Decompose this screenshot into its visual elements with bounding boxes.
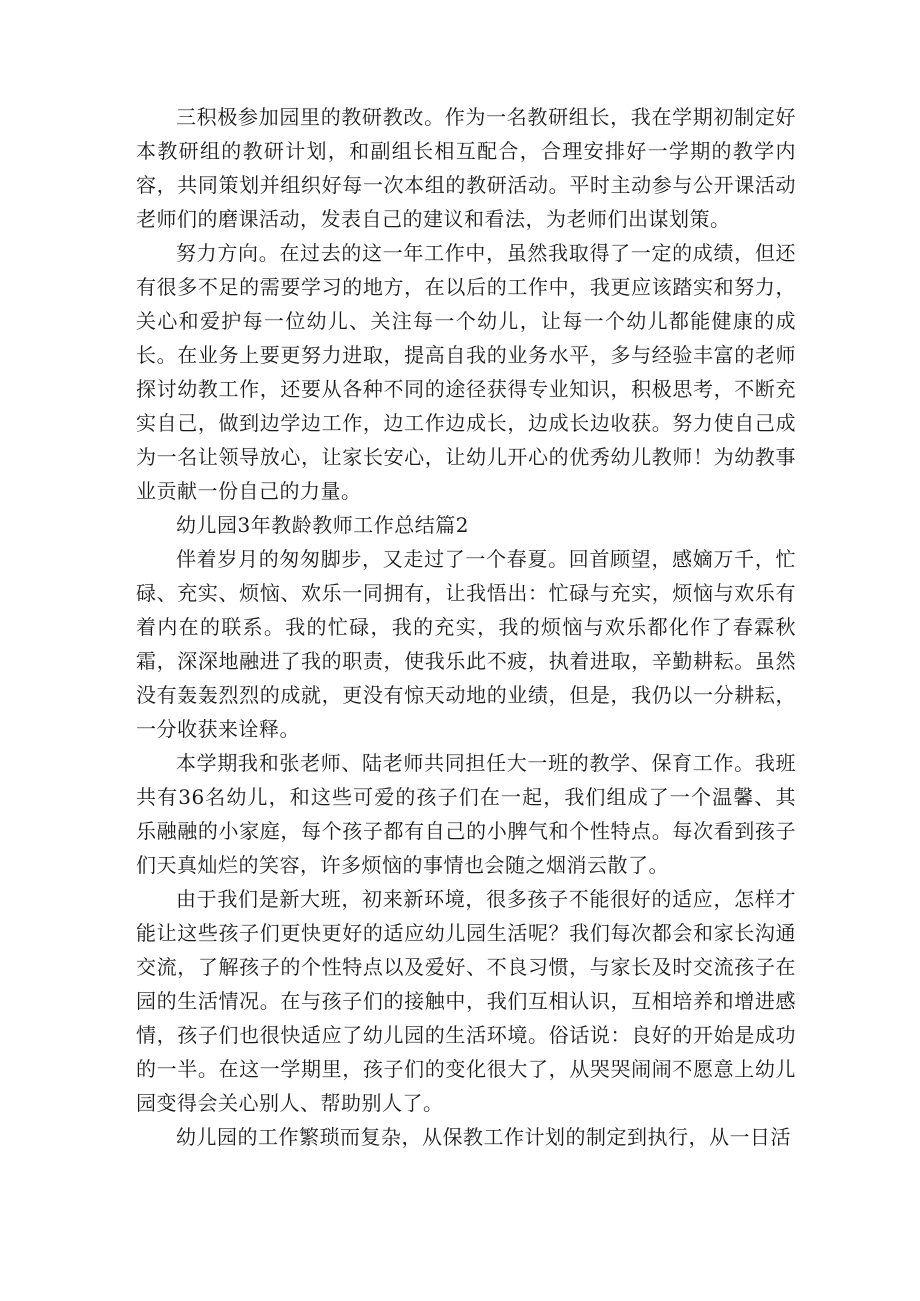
paragraph-work-complexity: 幼儿园的工作繁琐而复杂，从保教工作计划的制定到执行，从一日活 (176, 1125, 791, 1149)
paragraph-teaching-research: 三积极参加园里的教研教改。作为一名教研组长，我在学期初制定好本教研组的教研计划，和副组长相互配合，合理安排好一学期的教学内容，共同策划并组织好每一次本组的教研活动。平时主动参与公开课活动老师们的磨课活动，发表自己的建议和看法，为老师们出谋划策。 (136, 105, 796, 231)
document-body (136, 100, 796, 1154)
paragraph-intro: 伴着岁月的匆匆脚步，又走过了一个春夏。回首顾望，感嫡万千，忙碌、充实、烦恼、欢乐一同拥有，让我悟出：忙碌与充实，烦恼与欢乐有着内在的联系。我的忙碌，我的充实，我的烦恼与欢乐都化作了春霖秋霜，深深地融进了我的职责，使我乐此不疲，执着进取，辛勤耕耘。虽然没有轰轰烈烈的成就，更没有惊天动地的业绩，但是，我仍以一分耕耘，一分收获来诠释。 (136, 547, 796, 741)
section-heading: 幼儿园3年教龄教师工作总结篇2 (176, 513, 469, 537)
paragraph-class-overview: 本学期我和张老师、陆老师共同担任大一班的教学、保育工作。我班共有36名幼儿，和这些可爱的孩子们在一起，我们组成了一个温馨、其乐融融的小家庭，每个孩子都有自己的小脾气和个性特点。每次看到孩子们天真灿烂的笑容，许多烦恼的事情也会随之烟消云散了。 (136, 751, 796, 877)
paragraph-effort-direction: 努力方向。在过去的这一年工作中，虽然我取得了一定的成绩，但还有很多不足的需要学习的地方，在以后的工作中，我更应该踏实和努力，关心和爱护每一位幼儿、关注每一个幼儿，让每一个幼儿都能健康的成长。在业务上要更努力进取，提高自我的业务水平，多与经验丰富的老师探讨幼教工作，还要从各种不同的途径获得专业知识，积极思考，不断充实自己，做到边学边工作，边工作边成长，边成长边收获。努力使自己成为一名让领导放心，让家长安心，让幼儿开心的优秀幼儿教师！为幼教事业贡献一份自己的力量。 (136, 241, 796, 503)
paragraph-adaptation: 由于我们是新大班，初来新环境，很多孩子不能很好的适应，怎样才能让这些孩子们更快更好的适应幼儿园生活呢？我们每次都会和家长沟通交流，了解孩子的个性特点以及爱好、不良习惯，与家长及时交流孩子在园的生活情况。在与孩子们的接触中，我们互相认识，互相培养和增进感情，孩子们也很快适应了幼儿园的生活环境。俗话说：良好的开始是成功的一半。在这一学期里，孩子们的变化很大了，从哭哭闹闹不愿意上幼儿园变得会关心别人、帮助别人了。 (136, 887, 796, 1115)
